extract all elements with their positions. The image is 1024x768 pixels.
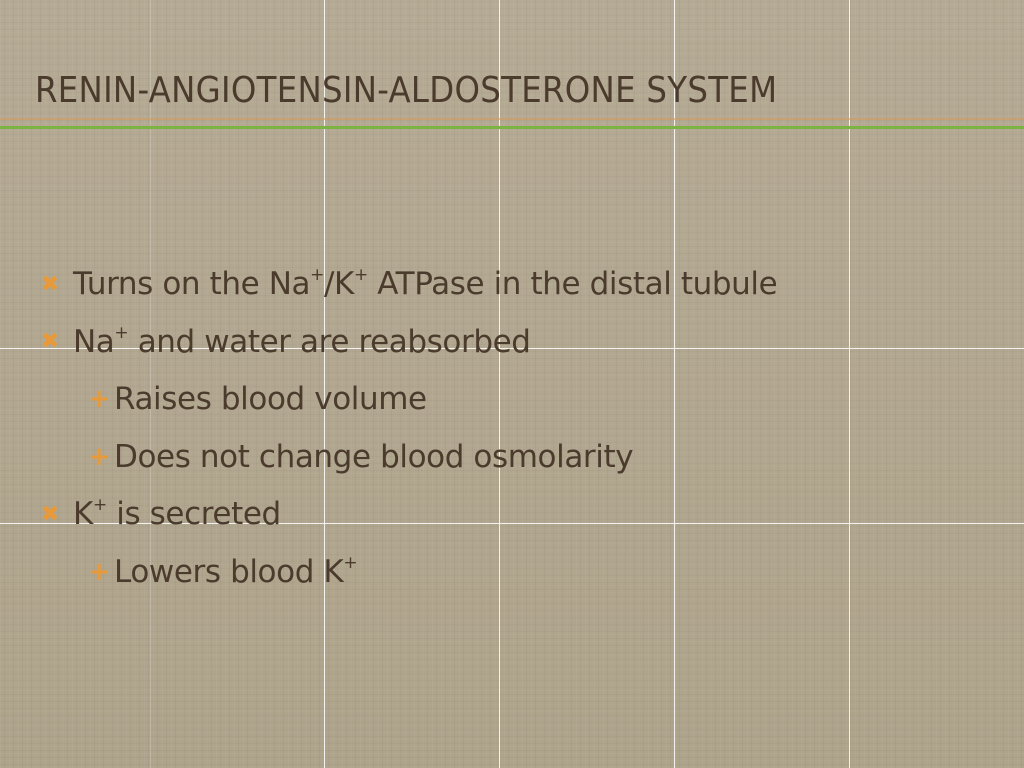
slide-title: RENIN-ANGIOTENSIN-ALDOSTERONE SYSTEM <box>35 70 778 111</box>
text-run: is secreted <box>106 496 281 532</box>
superscript: + <box>114 322 129 343</box>
text-run: Turns on the Na <box>73 266 311 302</box>
superscript: + <box>92 495 107 515</box>
bullet-text <box>73 496 281 532</box>
superscript: + <box>343 552 358 573</box>
bullet-text <box>114 381 427 417</box>
bullet-text <box>114 554 357 590</box>
bullet-text <box>114 439 633 475</box>
sub-bullet-item <box>88 437 633 477</box>
bullet-text <box>73 324 531 360</box>
bullet-item <box>35 494 281 534</box>
sub-bullet-item <box>88 379 427 419</box>
bullet-text <box>73 266 777 302</box>
text-run: K <box>73 496 93 532</box>
text-run: Lowers blood K <box>114 553 344 590</box>
x-bullet-icon: ✖ <box>40 329 60 354</box>
plus-bullet-icon: + <box>88 441 110 472</box>
plus-bullet-icon: + <box>88 556 110 587</box>
text-run: Raises blood volume <box>114 381 427 417</box>
grid-line-vertical <box>849 0 850 768</box>
title-underline <box>0 126 1024 129</box>
superscript: + <box>310 265 324 285</box>
x-bullet-icon: ✖ <box>40 501 60 527</box>
text-run: Na <box>73 323 115 360</box>
text-run: ATPase in the distal tubule <box>367 266 778 302</box>
title-underline-accent <box>0 118 1024 120</box>
bullet-item <box>35 322 531 362</box>
grid-line-vertical <box>674 0 675 768</box>
text-run: Does not change blood osmolarity <box>114 438 634 475</box>
sub-bullet-item <box>88 552 357 592</box>
x-bullet-icon: ✖ <box>40 271 60 297</box>
bullet-item <box>35 264 777 304</box>
text-run: and water are reabsorbed <box>128 323 531 360</box>
plus-bullet-icon: + <box>88 384 110 414</box>
text-run: /K <box>323 266 354 302</box>
superscript: + <box>353 265 368 285</box>
grid-line-vertical <box>499 0 500 768</box>
